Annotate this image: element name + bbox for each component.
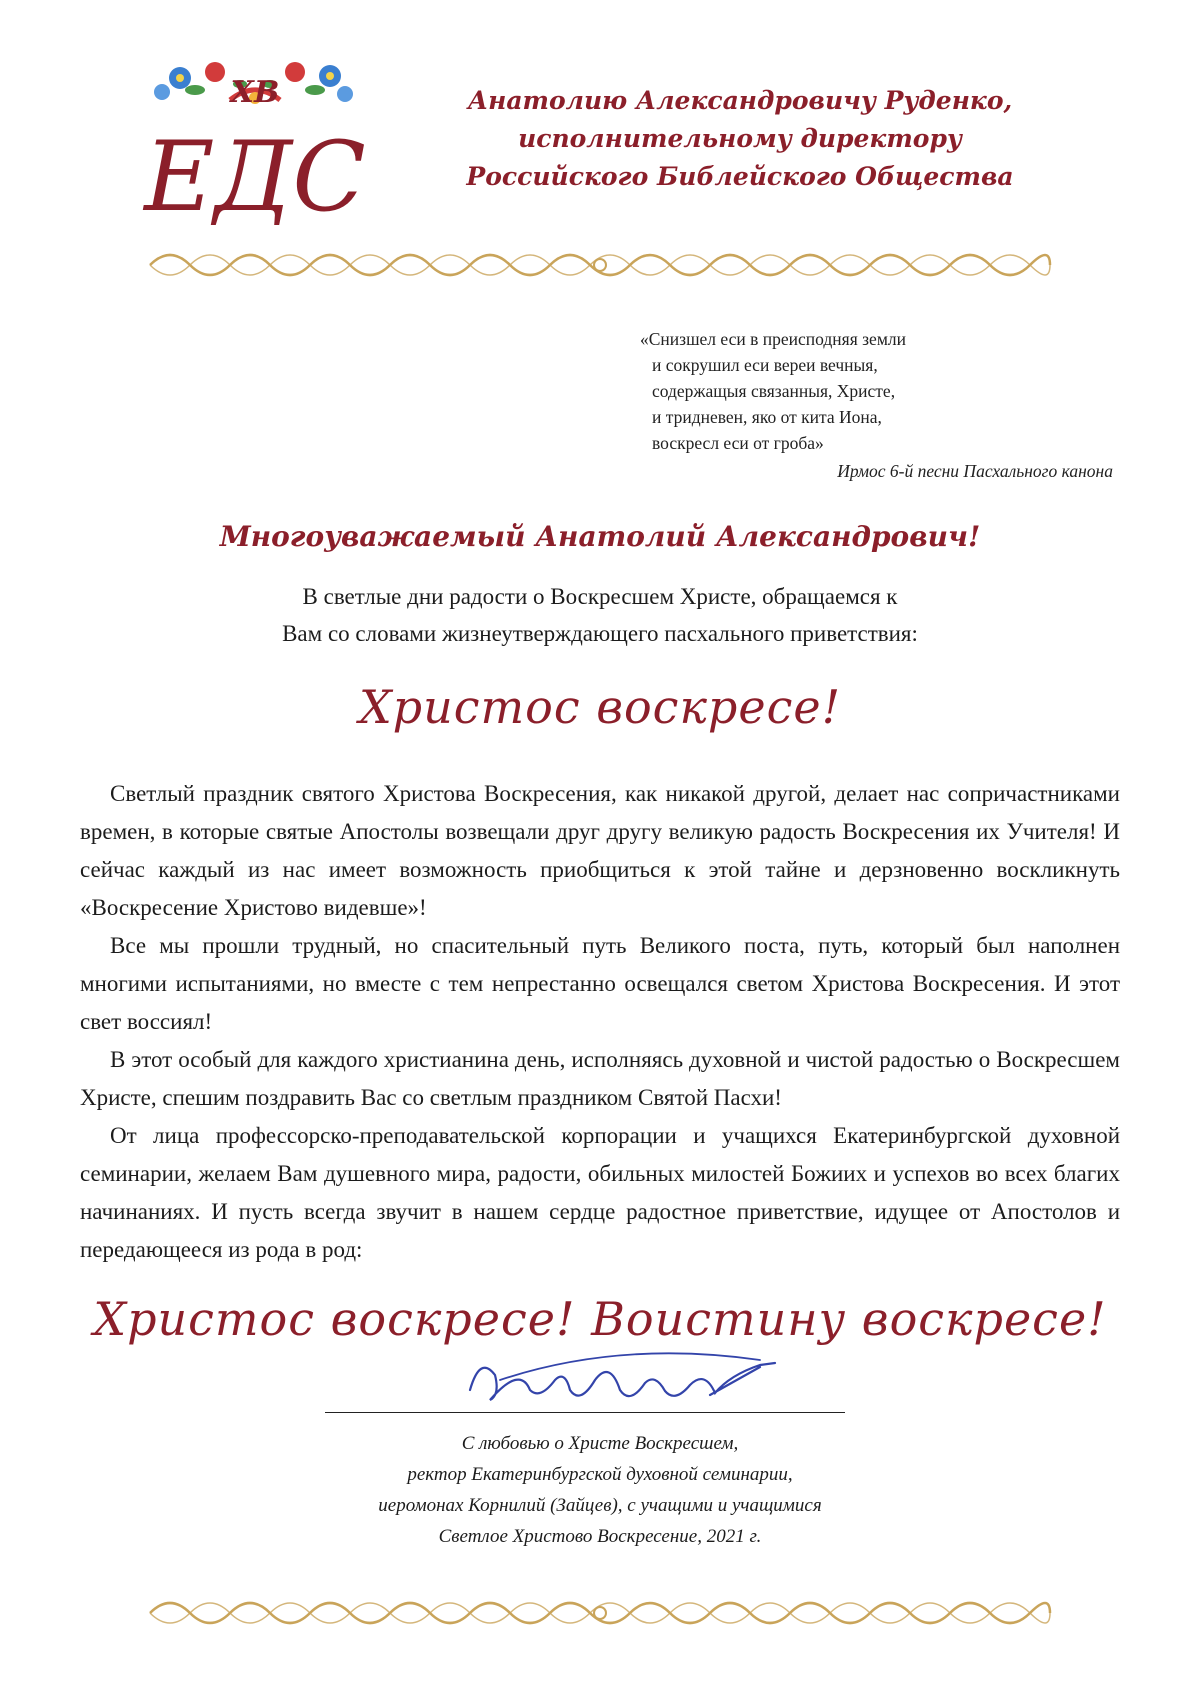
seminary-logo [140,60,370,230]
epigraph-line: и сокрушил еси вереи вечныя, [652,355,878,375]
epigraph-line: воскресл еси от гроба» [652,433,824,453]
signature-line [325,1412,845,1413]
salutation: Многоуважаемый Анатолий Александрович! [219,520,981,553]
paragraph-text: Светлый праздник святого Христова Воскресения, как никакой другой, делает нас сопричастниками времен, в которые святые Апостолы возвещали друг другу великую радость Воскресения их Учителя! И сейчас каждый из нас имеет возможность приобщиться к этой тайне и дерзновенно воскликнуть «Воскресение Христово видевше»! [80,781,1120,920]
addressee-line: исполнительному директору [518,124,962,153]
paragraph-text: В этот особый для каждого христианина день, исполняясь духовной и чистой радостью о Воскресшем Христе, спешим поздравить Вас со светлым праздником Святой Пасхи! [80,1047,1120,1110]
epigraph-line: содержащыя связанныя, Христе, [652,381,896,401]
top-ornament-divider [140,240,1060,290]
closing-line: С любовью о Христе Воскресшем, [461,1433,739,1454]
body-paragraph [80,1041,1120,1117]
intro-text [150,578,1050,652]
svg-text:ХВ: ХВ [230,75,280,110]
logo-graphic [140,60,370,230]
handwritten-signature [460,1345,790,1415]
epigraph-line: и тридневен, яко от кита Иона, [652,407,882,427]
script-title-christ-is-risen: Христос воскресе! [358,680,842,734]
addressee-line: Анатолию Александровичу Руденко, [467,86,1013,115]
body-paragraph [80,1117,1120,1269]
addressee-line: Российского Библейского Общества [466,162,1014,191]
bottom-ornament-divider [140,1588,1060,1638]
epigraph [640,326,1120,484]
paragraph-text: От лица профессорско-преподавательской корпорации и учащихся Екатеринбургской духовной семинарии, желаем Вам душевного мира, радости, обильных милостей Божиих и успехов во всех благих начинаниях. И пусть всегда звучит в нашем сердце радостное приветствие, идущее от Апостолов и передающееся из рода в род: [80,1123,1120,1262]
script-title-paschal-greeting: Христос воскресе! Воистину воскресе! [93,1292,1107,1346]
closing-line: иеромонах Корнилий (Зайцев), с учащими и учащимися [378,1495,822,1516]
svg-text:ЕДС: ЕДС [144,121,366,230]
letter-body [80,775,1120,1269]
intro-line: Вам со словами жизнеутверждающего пасхального приветствия: [282,621,918,646]
closing-line: Светлое Христово Воскресение, 2021 г. [438,1526,762,1547]
body-paragraph [80,927,1120,1041]
epigraph-source: Ирмос 6-й песни Пасхального канона [837,461,1113,481]
intro-line: В светлые дни радости о Воскресшем Христе, обращаемся к [302,584,898,609]
addressee-block [440,82,1040,196]
closing-block [300,1428,900,1552]
closing-line: ректор Екатеринбургской духовной семинарии, [407,1464,793,1485]
epigraph-line: «Снизшел еси в преисподняя земли [640,329,906,349]
body-paragraph [80,775,1120,927]
paragraph-text: Все мы прошли трудный, но спасительный путь Великого поста, путь, который был наполнен многими испытаниями, но вместе с тем непрестанно освещался светом Христова Воскресения. И этот свет воссиял! [80,933,1120,1034]
